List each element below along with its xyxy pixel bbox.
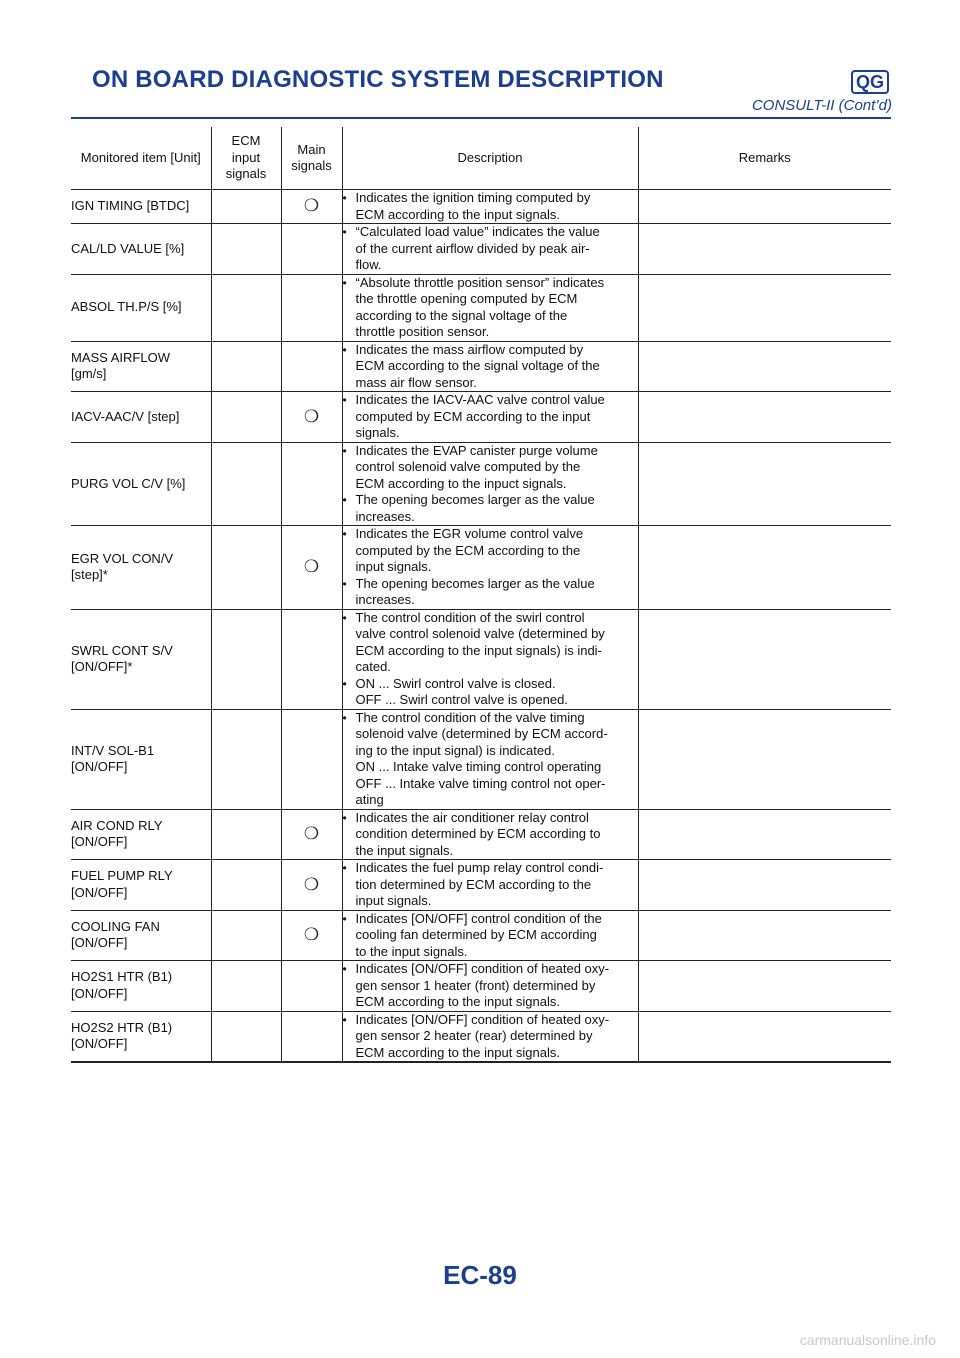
monitored-item-cell: ABSOL TH.P/S [%] <box>71 274 211 341</box>
monitored-item-cell: IGN TIMING [BTDC] <box>71 190 211 224</box>
bullet-text: Indicates the ignition timing computed by ECM according to the input signals. <box>355 190 591 222</box>
main-signal-cell <box>281 709 342 809</box>
remarks-cell <box>638 609 891 709</box>
col-header-description: Description <box>342 127 638 190</box>
main-signal-cell: ❍ <box>281 809 342 860</box>
monitored-item-cell: EGR VOL CON/V [step]* <box>71 526 211 610</box>
main-signal-cell <box>281 224 342 275</box>
description-cell <box>342 1011 638 1062</box>
main-signal-cell <box>281 1011 342 1062</box>
table-row <box>71 224 891 275</box>
monitored-item-cell: INT/V SOL-B1 [ON/OFF] <box>71 709 211 809</box>
table-row <box>71 961 891 1012</box>
bullet-icon: • <box>342 710 347 725</box>
table-row <box>71 1011 891 1062</box>
bullet-text: Indicates the IACV-AAC valve control value computed by ECM according to the input signals. <box>355 392 605 440</box>
remarks-cell <box>638 274 891 341</box>
bullet-icon: • <box>342 861 347 875</box>
description-cell <box>342 860 638 911</box>
description-cell <box>342 609 638 709</box>
remarks-cell <box>638 961 891 1012</box>
description-continuation: ON ... Intake valve timing control operating OFF ... Intake valve timing control not oper- ating <box>355 759 606 807</box>
bullet-icon: • <box>342 962 347 976</box>
description-bullet <box>343 860 638 910</box>
remarks-cell <box>638 526 891 610</box>
remarks-cell <box>638 190 891 224</box>
watermark: carmanualsonline.info <box>799 1332 936 1348</box>
ecm-input-signal-cell <box>211 392 281 443</box>
main-signal-cell: ❍ <box>281 860 342 911</box>
monitor-items-table <box>71 127 891 1063</box>
bullet-icon: • <box>342 610 347 625</box>
description-bullet <box>343 810 638 860</box>
description-bullet <box>343 576 638 609</box>
table-row <box>71 809 891 860</box>
description-cell <box>342 341 638 392</box>
model-badge: QG <box>851 70 889 94</box>
description-bullet <box>343 492 638 525</box>
description-cell <box>342 709 638 809</box>
description-cell <box>342 526 638 610</box>
table-row <box>71 526 891 610</box>
bullet-text: Indicates the EVAP canister purge volume control solenoid valve computed by the ECM according to the inpuct signals. <box>355 442 598 491</box>
monitored-item-cell: IACV-AAC/V [step] <box>71 392 211 443</box>
description-bullet <box>343 392 638 442</box>
remarks-cell <box>638 442 891 526</box>
bullet-icon: • <box>342 1012 347 1027</box>
bullet-text: Indicates [ON/OFF] condition of heated oxy- gen sensor 1 heater (front) determined by ECM according to the input signals. <box>355 961 610 1009</box>
description-bullet <box>343 443 638 493</box>
main-signal-cell <box>281 442 342 526</box>
page-title: ON BOARD DIAGNOSTIC SYSTEM DESCRIPTION <box>92 66 664 93</box>
table-row <box>71 442 891 526</box>
bullet-text: Indicates the fuel pump relay control condi- tion determined by ECM according to the input signals. <box>355 860 604 908</box>
description-continuation: OFF ... Swirl control valve is opened. <box>355 692 568 707</box>
description-cell <box>342 224 638 275</box>
description-bullet <box>343 1012 638 1062</box>
header-divider <box>71 117 891 119</box>
description-cell <box>342 910 638 961</box>
bullet-icon: • <box>342 676 347 691</box>
table-row <box>71 190 891 224</box>
bullet-text: Indicates the mass airflow computed by ECM according to the signal voltage of the mass air flow sensor. <box>355 341 600 390</box>
monitored-item-cell: PURG VOL C/V [%] <box>71 442 211 526</box>
ecm-input-signal-cell <box>211 809 281 860</box>
description-cell <box>342 190 638 224</box>
page-number: EC-89 <box>443 1260 517 1290</box>
table-row <box>71 860 891 911</box>
remarks-cell <box>638 341 891 392</box>
remarks-cell <box>638 910 891 961</box>
description-bullet <box>343 190 638 223</box>
monitored-item-cell: AIR COND RLY [ON/OFF] <box>71 809 211 860</box>
monitored-item-cell: COOLING FAN [ON/OFF] <box>71 910 211 961</box>
main-signal-cell: ❍ <box>281 526 342 610</box>
bullet-text: “Absolute throttle position sensor” indicates the throttle opening computed by ECM according to the signal voltage of the throttle position sensor. <box>355 274 605 339</box>
remarks-cell <box>638 1011 891 1062</box>
table-row <box>71 274 891 341</box>
page-subtitle: CONSULT-II (Cont’d) <box>751 97 892 114</box>
remarks-cell <box>638 860 891 911</box>
description-cell <box>342 274 638 341</box>
bullet-icon: • <box>342 443 347 458</box>
description-bullet <box>343 224 638 274</box>
description-bullet <box>343 342 638 392</box>
bullet-icon: • <box>342 275 347 290</box>
bullet-icon: • <box>342 225 347 239</box>
remarks-cell <box>638 224 891 275</box>
bullet-text: The control condition of the valve timing solenoid valve (determined by ECM accord- ing to the input signal) is indicated. <box>355 709 608 758</box>
main-signal-cell: ❍ <box>281 910 342 961</box>
bullet-icon: • <box>342 493 347 507</box>
table-header-row <box>71 127 891 190</box>
table-row <box>71 341 891 392</box>
monitored-item-cell: FUEL PUMP RLY [ON/OFF] <box>71 860 211 911</box>
bullet-text: The opening becomes larger as the value increases. <box>355 492 595 524</box>
table-row <box>71 392 891 443</box>
ecm-input-signal-cell <box>211 526 281 610</box>
col-header-remarks: Remarks <box>638 127 891 190</box>
description-bullet <box>343 610 638 676</box>
description-bullet <box>343 275 638 341</box>
table-body <box>71 190 891 1063</box>
ecm-input-signal-cell <box>211 190 281 224</box>
bullet-icon: • <box>342 810 347 825</box>
main-signal-cell: ❍ <box>281 392 342 443</box>
bullet-icon: • <box>342 527 347 541</box>
bullet-icon: • <box>342 393 347 407</box>
bullet-icon: • <box>342 911 347 926</box>
bullet-text: The control condition of the swirl control valve control solenoid valve (determined by ECM according to the input signals) is indi- cated. <box>355 609 605 674</box>
bullet-text: The opening becomes larger as the value increases. <box>355 575 595 607</box>
ecm-input-signal-cell <box>211 609 281 709</box>
table-row <box>71 609 891 709</box>
description-bullet <box>343 710 638 760</box>
monitored-item-cell: CAL/LD VALUE [%] <box>71 224 211 275</box>
col-header-ecm: ECM input signals <box>211 127 281 190</box>
ecm-input-signal-cell <box>211 860 281 911</box>
bullet-text: Indicates the air conditioner relay control condition determined by ECM according to the input signals. <box>355 809 601 858</box>
ecm-input-signal-cell <box>211 442 281 526</box>
bullet-text: Indicates [ON/OFF] control condition of the cooling fan determined by ECM according to the input signals. <box>355 910 602 959</box>
col-header-main: Main signals <box>281 127 342 190</box>
description-bullet <box>343 526 638 576</box>
remarks-cell <box>638 392 891 443</box>
ecm-input-signal-cell <box>211 274 281 341</box>
remarks-cell <box>638 809 891 860</box>
main-signal-cell: ❍ <box>281 190 342 224</box>
monitored-item-cell: SWRL CONT S/V [ON/OFF]* <box>71 609 211 709</box>
monitored-item-cell: HO2S1 HTR (B1) [ON/OFF] <box>71 961 211 1012</box>
bullet-icon: • <box>342 342 347 357</box>
table-row <box>71 709 891 809</box>
bullet-text: Indicates [ON/OFF] condition of heated oxy- gen sensor 2 heater (rear) determined by ECM according to the input signals. <box>355 1011 610 1060</box>
description-cell <box>342 392 638 443</box>
ecm-input-signal-cell <box>211 961 281 1012</box>
description-bullet <box>343 911 638 961</box>
bullet-icon: • <box>342 191 347 205</box>
main-signal-cell <box>281 961 342 1012</box>
col-header-item: Monitored item [Unit] <box>71 127 211 190</box>
bullet-icon: • <box>342 576 347 591</box>
ecm-input-signal-cell <box>211 341 281 392</box>
monitored-item-cell: HO2S2 HTR (B1) [ON/OFF] <box>71 1011 211 1062</box>
description-cell <box>342 442 638 526</box>
bullet-text: ON ... Swirl control valve is closed. <box>355 675 556 691</box>
remarks-cell <box>638 709 891 809</box>
main-signal-cell <box>281 274 342 341</box>
bullet-text: Indicates the EGR volume control valve computed by the ECM according to the input signals. <box>355 526 584 574</box>
bullet-text: “Calculated load value” indicates the value of the current airflow divided by peak air- flow. <box>355 224 600 272</box>
description-cell <box>342 809 638 860</box>
ecm-input-signal-cell <box>211 709 281 809</box>
ecm-input-signal-cell <box>211 910 281 961</box>
monitored-item-cell: MASS AIRFLOW [gm/s] <box>71 341 211 392</box>
description-bullet <box>343 676 638 693</box>
main-signal-cell <box>281 341 342 392</box>
description-cell <box>342 961 638 1012</box>
ecm-input-signal-cell <box>211 224 281 275</box>
main-signal-cell <box>281 609 342 709</box>
description-bullet <box>343 961 638 1011</box>
table-row <box>71 910 891 961</box>
ecm-input-signal-cell <box>211 1011 281 1062</box>
